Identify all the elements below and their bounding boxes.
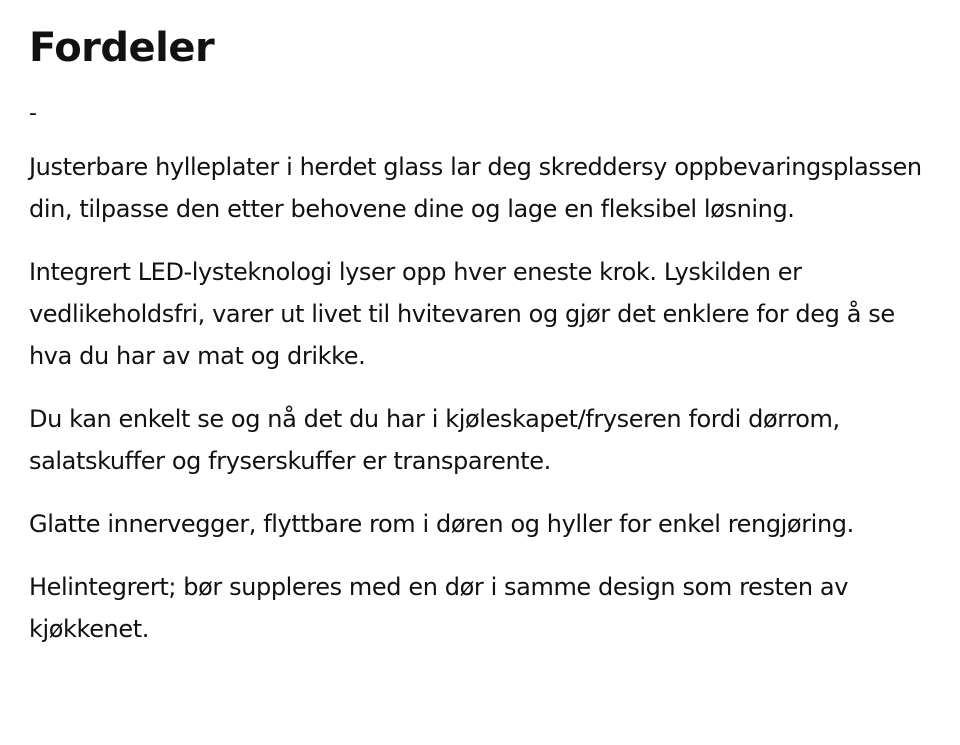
- benefit-paragraph-integrated: Helintegrert; bør suppleres med en dør i samme design som resten av kjøkkenet.: [29, 573, 849, 643]
- benefit-paragraph-led: Integrert LED-lysteknologi lyser opp hver eneste krok. Lyskilden er vedlikeholdsfri, varer ut livet til hvitevaren og gjør det enklere for deg å se hva du har av mat og drikke.: [29, 258, 895, 370]
- benefit-paragraph-cleaning: Glatte innervegger, flyttbare rom i døren og hyller for enkel rengjøring.: [29, 510, 854, 538]
- benefit-paragraph-shelves: Justerbare hylleplater i herdet glass lar deg skreddersy oppbevaringsplassen din, tilpasse den etter behovene dine og lage en fleksibel løsning.: [29, 153, 922, 223]
- benefit-paragraph-transparent: Du kan enkelt se og nå det du har i kjøleskapet/fryseren fordi dørrom, salatskuffer og fryserskuffer er transparente.: [29, 405, 840, 475]
- section-title: Fordeler: [29, 25, 215, 71]
- benefits-section: [29, 20, 929, 671]
- dash-separator: -: [29, 101, 37, 126]
